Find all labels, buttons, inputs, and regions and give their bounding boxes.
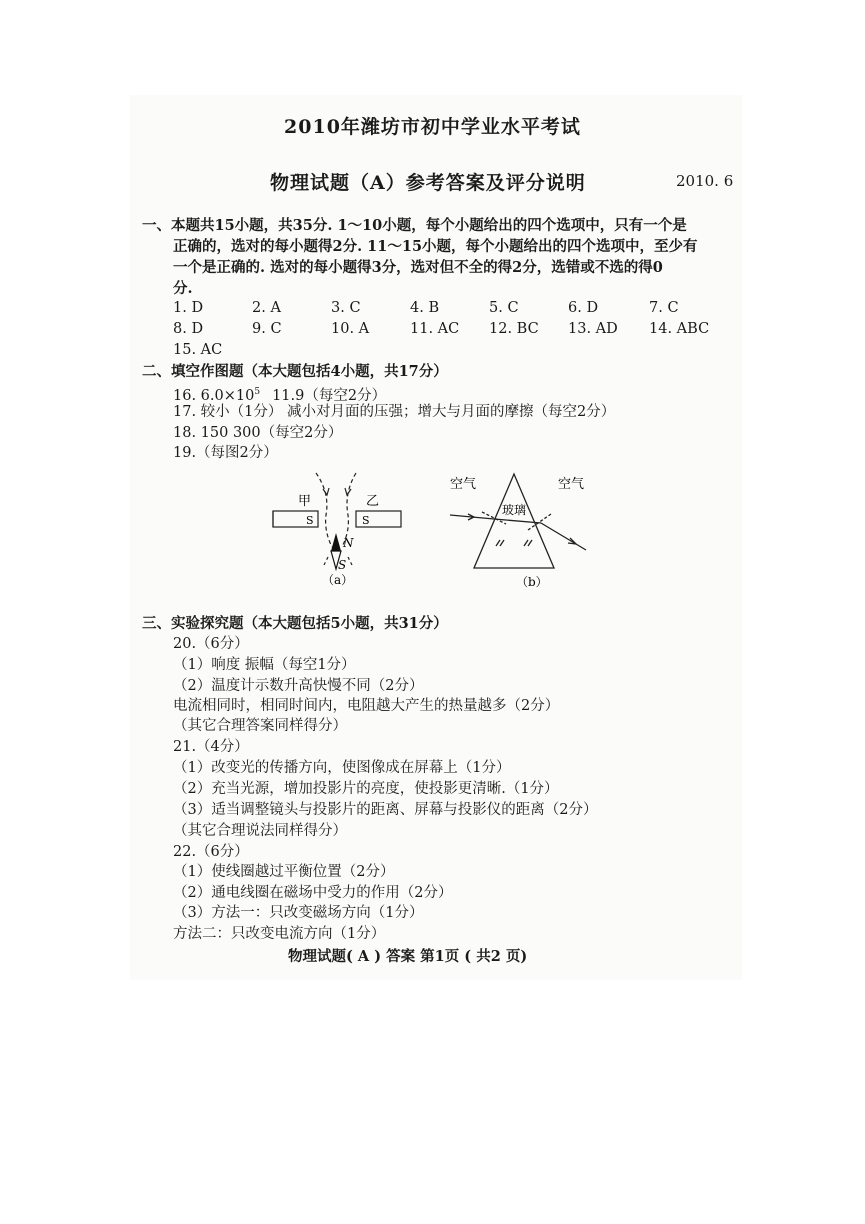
- air-left-label: 空气: [450, 477, 477, 492]
- q18-answer: 18. 150 300（每空2分）: [173, 425, 343, 441]
- answer-6: 6. D: [568, 300, 599, 316]
- field-line-left: [316, 473, 332, 547]
- q16-base: 16. 6.0×10: [173, 387, 255, 404]
- page-subtitle: 物理试题（A）参考答案及评分说明: [270, 172, 586, 194]
- answer-14: 14. ABC: [649, 321, 710, 337]
- q22-part3-method1: （3）方法一：只改变磁场方向（1分）: [173, 905, 424, 921]
- section1-line-3: 一个是正确的. 选对的每小题得3分，选对但不全的得2分，选错或不选的得0: [173, 259, 663, 276]
- q21-part2: （2）充当光源，增加投影片的亮度，使投影更清晰.（1分）: [173, 781, 559, 797]
- q19-answer: 19.（每图2分）: [173, 445, 278, 461]
- page-footer: 物理试题( A ) 答案 第1页 ( 共2 页): [288, 948, 528, 965]
- figure-a-magnets: [268, 465, 408, 590]
- needle-s-label: S: [338, 558, 347, 572]
- answer-10: 10. A: [331, 321, 370, 337]
- answer-4: 4. B: [410, 300, 440, 316]
- air-right-label: 空气: [558, 477, 585, 492]
- q22-heading: 22.（6分）: [173, 844, 249, 860]
- q22-part2: （2）通电线圈在磁场中受力的作用（2分）: [173, 885, 453, 901]
- q22-part1: （1）使线圈越过平衡位置（2分）: [173, 864, 395, 880]
- emergent-ray: [541, 523, 586, 550]
- q22-part3-method2: 方法二：只改变电流方向（1分）: [173, 926, 386, 942]
- section1-line-2: 正确的，选对的每小题得2分. 11～15小题，每个小题给出的四个选项中，至少有: [173, 238, 698, 255]
- answer-7: 7. C: [649, 300, 679, 316]
- q21-heading: 21.（4分）: [173, 739, 249, 755]
- glass-label: 玻璃: [502, 503, 527, 517]
- q20-note: （其它合理答案同样得分）: [173, 718, 347, 734]
- q21-part1: （1）改变光的传播方向，使图像成在屏幕上（1分）: [173, 760, 511, 776]
- q20-part1: （1）响度 振幅（每空1分）: [173, 657, 356, 673]
- label-yi: 乙: [366, 494, 380, 509]
- answer-11: 11. AC: [410, 321, 460, 337]
- answer-2: 2. A: [252, 300, 281, 316]
- answer-5: 5. C: [489, 300, 519, 316]
- section2-heading: 二、填空作图题（本大题包括4小题，共17分）: [142, 363, 448, 380]
- label-jia: 甲: [298, 494, 312, 509]
- q20-conclusion: 电流相同时，相同时间内，电阻越大产生的热量越多（2分）: [173, 698, 560, 714]
- figure-a-caption: （a）: [322, 573, 354, 587]
- figure-b-prism: [446, 468, 596, 590]
- q17-answer: 17. 较小（1分） 减小对月面的压强；增大与月面的摩擦（每空2分）: [173, 404, 616, 420]
- answer-8: 8. D: [173, 321, 204, 337]
- answer-3: 3. C: [331, 300, 361, 316]
- answer-1: 1. D: [173, 300, 204, 316]
- q16-rest: 11.9（每空2分）: [272, 387, 387, 404]
- q20-part2: （2）温度计示数升高快慢不同（2分）: [173, 678, 424, 694]
- q21-note: （其它合理说法同样得分）: [173, 823, 347, 839]
- exam-date: 2010. 6: [676, 172, 734, 190]
- compass-needle-north: [331, 533, 341, 551]
- pole-left: S: [306, 514, 314, 527]
- q16-exponent: 5: [254, 387, 261, 397]
- answer-9: 9. C: [252, 321, 282, 337]
- section1-line-4: 分.: [173, 280, 193, 297]
- pole-right: S: [362, 514, 370, 527]
- q20-heading: 20.（6分）: [173, 636, 249, 652]
- needle-n-label: N: [343, 536, 354, 550]
- page-title: 2010年潍坊市初中学业水平考试: [284, 116, 581, 138]
- answer-13: 13. AD: [568, 321, 618, 337]
- figure-b-caption: （b）: [516, 575, 548, 589]
- answer-15: 15. AC: [173, 342, 223, 358]
- q21-part3: （3）适当调整镜头与投影片的距离、屏幕与投影仪的距离（2分）: [173, 802, 598, 818]
- section3-heading: 三、实验探究题（本大题包括5小题，共31分）: [142, 615, 448, 632]
- section1-line-1: 一、本题共15小题，共35分. 1～10小题，每个小题给出的四个选项中，只有一个是: [142, 217, 687, 234]
- answer-12: 12. BC: [489, 321, 539, 337]
